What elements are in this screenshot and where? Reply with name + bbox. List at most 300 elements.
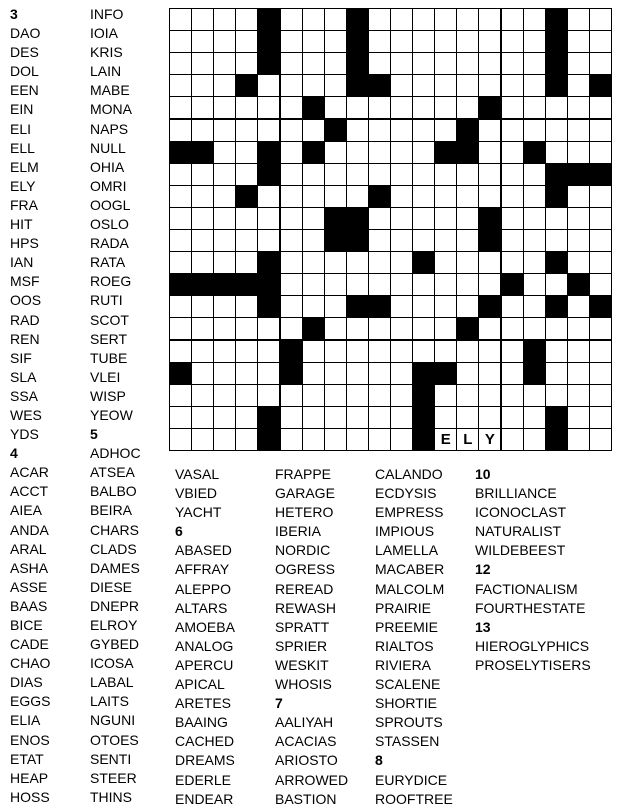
grid-cell[interactable] (235, 317, 258, 340)
grid-cell[interactable] (589, 207, 612, 230)
grid-cell[interactable] (412, 295, 435, 318)
grid-cell[interactable] (456, 273, 479, 296)
grid-cell[interactable] (412, 30, 435, 53)
grid-cell[interactable] (213, 251, 236, 274)
grid-cell[interactable] (501, 229, 524, 252)
grid-cell[interactable] (302, 340, 325, 363)
grid-cell[interactable] (545, 96, 568, 119)
grid-cell[interactable] (191, 317, 214, 340)
grid-cell[interactable] (456, 185, 479, 208)
grid-cell[interactable] (213, 317, 236, 340)
grid-cell[interactable] (368, 229, 391, 252)
grid-cell[interactable] (589, 251, 612, 274)
grid-cell[interactable] (545, 273, 568, 296)
grid-cell[interactable] (324, 340, 347, 363)
grid-cell[interactable] (390, 362, 413, 385)
grid-cell[interactable] (478, 30, 501, 53)
grid-cell[interactable] (567, 428, 590, 451)
grid-cell[interactable] (280, 295, 303, 318)
grid-cell[interactable] (235, 52, 258, 75)
grid-cell[interactable] (501, 74, 524, 97)
grid-cell[interactable] (501, 185, 524, 208)
grid-cell[interactable] (368, 406, 391, 429)
grid-cell[interactable] (567, 229, 590, 252)
grid-cell[interactable] (434, 229, 457, 252)
grid-cell[interactable] (456, 8, 479, 31)
grid-cell[interactable] (567, 207, 590, 230)
grid-cell[interactable] (257, 185, 280, 208)
grid-cell[interactable]: L (456, 428, 479, 451)
grid-cell[interactable] (434, 273, 457, 296)
grid-cell[interactable] (523, 251, 546, 274)
grid-cell[interactable] (302, 384, 325, 407)
grid-cell[interactable] (324, 8, 347, 31)
grid-cell[interactable] (302, 185, 325, 208)
grid-cell[interactable] (169, 74, 192, 97)
grid-cell[interactable] (213, 362, 236, 385)
grid-cell[interactable] (567, 141, 590, 164)
grid-cell[interactable] (368, 317, 391, 340)
grid-cell[interactable] (346, 141, 369, 164)
grid-cell[interactable] (280, 74, 303, 97)
grid-cell[interactable] (567, 96, 590, 119)
grid-cell[interactable] (456, 251, 479, 274)
grid-cell[interactable] (589, 406, 612, 429)
grid-cell[interactable] (390, 251, 413, 274)
grid-cell[interactable] (589, 273, 612, 296)
grid-cell[interactable] (235, 163, 258, 186)
grid-cell[interactable] (545, 207, 568, 230)
grid-cell[interactable] (434, 295, 457, 318)
grid-cell[interactable] (456, 229, 479, 252)
grid-cell[interactable] (478, 340, 501, 363)
grid-cell[interactable] (523, 74, 546, 97)
grid-cell[interactable] (589, 141, 612, 164)
grid-cell[interactable] (434, 96, 457, 119)
grid-cell[interactable] (235, 8, 258, 31)
grid-cell[interactable] (235, 207, 258, 230)
grid-cell[interactable] (346, 273, 369, 296)
grid-cell[interactable] (501, 384, 524, 407)
grid-cell[interactable] (346, 406, 369, 429)
grid-cell[interactable] (412, 273, 435, 296)
grid-cell[interactable] (280, 163, 303, 186)
grid-cell[interactable]: Y (478, 428, 501, 451)
grid-cell[interactable] (567, 340, 590, 363)
grid-cell[interactable] (280, 406, 303, 429)
grid-cell[interactable] (412, 74, 435, 97)
grid-cell[interactable] (213, 428, 236, 451)
grid-cell[interactable] (456, 74, 479, 97)
grid-cell[interactable] (324, 384, 347, 407)
grid-cell[interactable] (434, 163, 457, 186)
grid-cell[interactable] (456, 52, 479, 75)
grid-cell[interactable] (191, 229, 214, 252)
grid-cell[interactable] (501, 251, 524, 274)
grid-cell[interactable] (346, 428, 369, 451)
grid-cell[interactable] (412, 229, 435, 252)
grid-cell[interactable] (302, 362, 325, 385)
grid-cell[interactable] (191, 8, 214, 31)
grid-cell[interactable] (302, 8, 325, 31)
grid-cell[interactable] (302, 229, 325, 252)
grid-cell[interactable] (169, 229, 192, 252)
grid-cell[interactable] (523, 229, 546, 252)
grid-cell[interactable] (501, 317, 524, 340)
grid-cell[interactable] (567, 30, 590, 53)
grid-cell[interactable] (280, 317, 303, 340)
grid-cell[interactable] (235, 362, 258, 385)
grid-cell[interactable] (412, 8, 435, 31)
grid-cell[interactable] (501, 141, 524, 164)
grid-cell[interactable] (501, 119, 524, 142)
grid-cell[interactable] (213, 30, 236, 53)
grid-cell[interactable] (589, 185, 612, 208)
grid-cell[interactable] (280, 273, 303, 296)
grid-cell[interactable] (567, 8, 590, 31)
grid-cell[interactable] (412, 317, 435, 340)
grid-cell[interactable] (567, 251, 590, 274)
grid-cell[interactable] (501, 340, 524, 363)
grid-cell[interactable] (368, 428, 391, 451)
grid-cell[interactable] (523, 317, 546, 340)
grid-cell[interactable] (346, 119, 369, 142)
grid-cell[interactable] (280, 251, 303, 274)
grid-cell[interactable] (456, 406, 479, 429)
grid-cell[interactable] (324, 185, 347, 208)
grid-cell[interactable] (523, 295, 546, 318)
grid-cell[interactable] (235, 30, 258, 53)
grid-cell[interactable] (390, 229, 413, 252)
grid-cell[interactable] (324, 141, 347, 164)
grid-cell[interactable] (589, 96, 612, 119)
grid-cell[interactable] (589, 340, 612, 363)
grid-cell[interactable] (589, 119, 612, 142)
grid-cell[interactable] (302, 119, 325, 142)
grid-cell[interactable] (545, 340, 568, 363)
grid-cell[interactable] (169, 96, 192, 119)
grid-cell[interactable] (478, 273, 501, 296)
grid-cell[interactable] (390, 384, 413, 407)
grid-cell[interactable] (589, 229, 612, 252)
grid-cell[interactable] (390, 317, 413, 340)
grid-cell[interactable] (390, 295, 413, 318)
grid-cell[interactable] (589, 30, 612, 53)
grid-cell[interactable] (280, 384, 303, 407)
grid-cell[interactable] (589, 317, 612, 340)
grid-cell[interactable] (523, 8, 546, 31)
grid-cell[interactable] (191, 163, 214, 186)
grid-cell[interactable] (346, 251, 369, 274)
grid-cell[interactable] (169, 30, 192, 53)
grid-cell[interactable] (412, 52, 435, 75)
grid-cell[interactable] (302, 207, 325, 230)
grid-cell[interactable] (390, 340, 413, 363)
grid-cell[interactable] (545, 141, 568, 164)
grid-cell[interactable] (478, 141, 501, 164)
grid-cell[interactable] (456, 295, 479, 318)
grid-cell[interactable] (169, 406, 192, 429)
grid-cell[interactable] (456, 96, 479, 119)
grid-cell[interactable] (390, 52, 413, 75)
grid-cell[interactable] (501, 52, 524, 75)
grid-cell[interactable] (257, 74, 280, 97)
grid-cell[interactable] (523, 96, 546, 119)
grid-cell[interactable] (280, 30, 303, 53)
grid-cell[interactable] (545, 229, 568, 252)
grid-cell[interactable] (346, 384, 369, 407)
grid-cell[interactable] (257, 229, 280, 252)
grid-cell[interactable] (169, 384, 192, 407)
grid-cell[interactable] (456, 207, 479, 230)
grid-cell[interactable] (302, 295, 325, 318)
grid-cell[interactable] (567, 185, 590, 208)
grid-cell[interactable] (434, 8, 457, 31)
grid-cell[interactable] (169, 251, 192, 274)
grid-cell[interactable] (280, 229, 303, 252)
grid-cell[interactable] (368, 96, 391, 119)
grid-cell[interactable] (302, 163, 325, 186)
grid-cell[interactable] (280, 185, 303, 208)
grid-cell[interactable] (191, 30, 214, 53)
grid-cell[interactable] (169, 185, 192, 208)
grid-cell[interactable] (302, 273, 325, 296)
grid-cell[interactable] (213, 295, 236, 318)
grid-cell[interactable] (368, 119, 391, 142)
grid-cell[interactable] (545, 362, 568, 385)
grid-cell[interactable] (169, 295, 192, 318)
grid-cell[interactable] (169, 52, 192, 75)
grid-cell[interactable] (191, 96, 214, 119)
grid-cell[interactable] (213, 8, 236, 31)
grid-cell[interactable]: E (434, 428, 457, 451)
grid-cell[interactable] (523, 185, 546, 208)
grid-cell[interactable] (368, 8, 391, 31)
grid-cell[interactable] (390, 30, 413, 53)
grid-cell[interactable] (589, 384, 612, 407)
grid-cell[interactable] (412, 163, 435, 186)
grid-cell[interactable] (478, 74, 501, 97)
grid-cell[interactable] (191, 207, 214, 230)
grid-cell[interactable] (191, 406, 214, 429)
grid-cell[interactable] (191, 119, 214, 142)
grid-cell[interactable] (368, 52, 391, 75)
grid-cell[interactable] (456, 163, 479, 186)
grid-cell[interactable] (368, 340, 391, 363)
grid-cell[interactable] (191, 295, 214, 318)
grid-cell[interactable] (235, 229, 258, 252)
grid-cell[interactable] (567, 406, 590, 429)
grid-cell[interactable] (434, 251, 457, 274)
grid-cell[interactable] (346, 163, 369, 186)
grid-cell[interactable] (169, 317, 192, 340)
grid-cell[interactable] (523, 273, 546, 296)
grid-cell[interactable] (257, 317, 280, 340)
grid-cell[interactable] (567, 295, 590, 318)
grid-cell[interactable] (412, 185, 435, 208)
grid-cell[interactable] (478, 185, 501, 208)
grid-cell[interactable] (456, 30, 479, 53)
grid-cell[interactable] (456, 340, 479, 363)
grid-cell[interactable] (523, 163, 546, 186)
grid-cell[interactable] (213, 229, 236, 252)
grid-cell[interactable] (545, 317, 568, 340)
grid-cell[interactable] (191, 185, 214, 208)
grid-cell[interactable] (324, 295, 347, 318)
grid-cell[interactable] (412, 207, 435, 230)
grid-cell[interactable] (523, 30, 546, 53)
grid-cell[interactable] (478, 317, 501, 340)
grid-cell[interactable] (567, 74, 590, 97)
grid-cell[interactable] (213, 340, 236, 363)
grid-cell[interactable] (523, 119, 546, 142)
grid-cell[interactable] (213, 52, 236, 75)
grid-cell[interactable] (589, 362, 612, 385)
grid-cell[interactable] (434, 52, 457, 75)
grid-cell[interactable] (191, 340, 214, 363)
grid-cell[interactable] (456, 384, 479, 407)
grid-cell[interactable] (213, 163, 236, 186)
grid-cell[interactable] (545, 384, 568, 407)
grid-cell[interactable] (191, 384, 214, 407)
grid-cell[interactable] (324, 30, 347, 53)
grid-cell[interactable] (567, 384, 590, 407)
grid-cell[interactable] (478, 163, 501, 186)
grid-cell[interactable] (368, 207, 391, 230)
grid-cell[interactable] (501, 96, 524, 119)
grid-cell[interactable] (280, 207, 303, 230)
grid-cell[interactable] (324, 317, 347, 340)
grid-cell[interactable] (368, 362, 391, 385)
grid-cell[interactable] (324, 273, 347, 296)
grid-cell[interactable] (280, 52, 303, 75)
grid-cell[interactable] (280, 428, 303, 451)
grid-cell[interactable] (390, 8, 413, 31)
grid-cell[interactable] (324, 74, 347, 97)
grid-cell[interactable] (235, 340, 258, 363)
grid-cell[interactable] (346, 340, 369, 363)
grid-cell[interactable] (324, 251, 347, 274)
grid-cell[interactable] (523, 406, 546, 429)
grid-cell[interactable] (324, 96, 347, 119)
grid-cell[interactable] (280, 8, 303, 31)
grid-cell[interactable] (390, 96, 413, 119)
grid-cell[interactable] (324, 406, 347, 429)
grid-cell[interactable] (589, 52, 612, 75)
grid-cell[interactable] (235, 428, 258, 451)
grid-cell[interactable] (302, 251, 325, 274)
grid-cell[interactable] (324, 163, 347, 186)
grid-cell[interactable] (368, 384, 391, 407)
grid-cell[interactable] (346, 96, 369, 119)
grid-cell[interactable] (346, 185, 369, 208)
grid-cell[interactable] (257, 207, 280, 230)
grid-cell[interactable] (412, 340, 435, 363)
grid-cell[interactable] (523, 207, 546, 230)
grid-cell[interactable] (257, 96, 280, 119)
grid-cell[interactable] (390, 207, 413, 230)
grid-cell[interactable] (390, 119, 413, 142)
grid-cell[interactable] (523, 384, 546, 407)
grid-cell[interactable] (545, 119, 568, 142)
grid-cell[interactable] (589, 428, 612, 451)
grid-cell[interactable] (191, 362, 214, 385)
grid-cell[interactable] (589, 8, 612, 31)
grid-cell[interactable] (257, 384, 280, 407)
grid-cell[interactable] (456, 362, 479, 385)
grid-cell[interactable] (213, 384, 236, 407)
grid-cell[interactable] (501, 406, 524, 429)
grid-cell[interactable] (191, 251, 214, 274)
grid-cell[interactable] (434, 340, 457, 363)
grid-cell[interactable] (169, 8, 192, 31)
grid-cell[interactable] (324, 428, 347, 451)
grid-cell[interactable] (523, 52, 546, 75)
grid-cell[interactable] (412, 141, 435, 164)
grid-cell[interactable] (169, 119, 192, 142)
grid-cell[interactable] (501, 30, 524, 53)
grid-cell[interactable] (501, 428, 524, 451)
grid-cell[interactable] (213, 96, 236, 119)
grid-cell[interactable] (302, 52, 325, 75)
grid-cell[interactable] (434, 74, 457, 97)
grid-cell[interactable] (478, 251, 501, 274)
grid-cell[interactable] (235, 119, 258, 142)
grid-cell[interactable] (235, 406, 258, 429)
grid-cell[interactable] (523, 428, 546, 451)
grid-cell[interactable] (302, 74, 325, 97)
grid-cell[interactable] (213, 74, 236, 97)
grid-cell[interactable] (390, 74, 413, 97)
grid-cell[interactable] (235, 251, 258, 274)
grid-cell[interactable] (434, 119, 457, 142)
grid-cell[interactable] (478, 8, 501, 31)
grid-cell[interactable] (280, 141, 303, 164)
grid-cell[interactable] (368, 251, 391, 274)
grid-cell[interactable] (169, 163, 192, 186)
grid-cell[interactable] (412, 119, 435, 142)
grid-cell[interactable] (390, 163, 413, 186)
grid-cell[interactable] (213, 207, 236, 230)
grid-cell[interactable] (390, 141, 413, 164)
grid-cell[interactable] (169, 428, 192, 451)
grid-cell[interactable] (567, 119, 590, 142)
grid-cell[interactable] (169, 207, 192, 230)
grid-cell[interactable] (280, 96, 303, 119)
grid-cell[interactable] (434, 384, 457, 407)
grid-cell[interactable] (567, 52, 590, 75)
grid-cell[interactable] (213, 141, 236, 164)
grid-cell[interactable] (412, 96, 435, 119)
grid-cell[interactable] (191, 52, 214, 75)
grid-cell[interactable] (213, 185, 236, 208)
grid-cell[interactable] (191, 74, 214, 97)
grid-cell[interactable] (368, 30, 391, 53)
grid-cell[interactable] (191, 428, 214, 451)
grid-cell[interactable] (478, 119, 501, 142)
grid-cell[interactable] (235, 384, 258, 407)
grid-cell[interactable] (567, 362, 590, 385)
grid-cell[interactable] (368, 141, 391, 164)
grid-cell[interactable] (368, 163, 391, 186)
grid-cell[interactable] (302, 30, 325, 53)
grid-cell[interactable] (368, 273, 391, 296)
grid-cell[interactable] (213, 119, 236, 142)
grid-cell[interactable] (302, 406, 325, 429)
grid-cell[interactable] (235, 96, 258, 119)
grid-cell[interactable] (501, 362, 524, 385)
grid-cell[interactable] (501, 295, 524, 318)
